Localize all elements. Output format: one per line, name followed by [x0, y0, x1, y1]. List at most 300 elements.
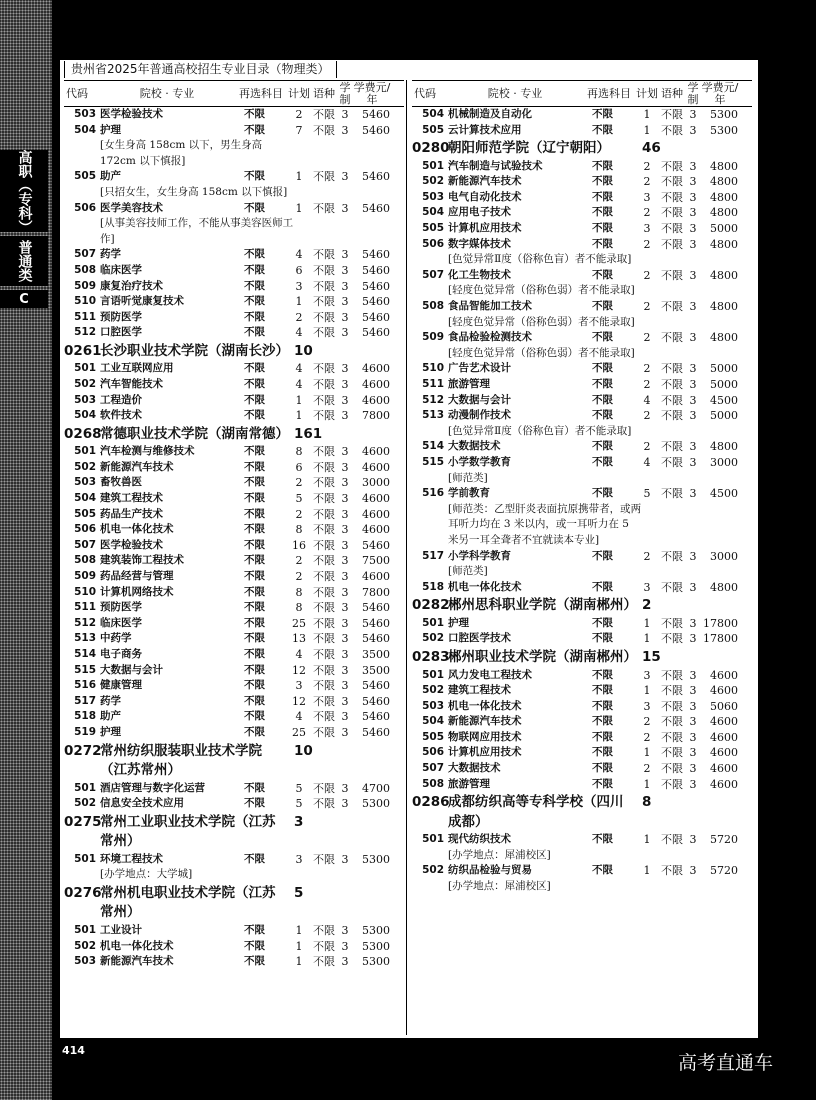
- subject-requirement: 不限: [244, 123, 265, 136]
- major-code: 504: [74, 409, 96, 422]
- major-row: [412, 330, 752, 346]
- language: 不限: [313, 492, 335, 506]
- subject-requirement: 不限: [244, 362, 265, 375]
- tuition-fee: 5460: [362, 123, 390, 137]
- major-name: 云计算技术应用: [448, 123, 522, 136]
- language: 不限: [313, 939, 335, 953]
- subject-requirement: 不限: [244, 378, 265, 390]
- language: 不限: [661, 175, 683, 189]
- plan-count: 2: [643, 159, 651, 173]
- major-row: [64, 377, 404, 393]
- study-years: 3: [689, 549, 697, 563]
- school-code: 0275: [64, 813, 102, 830]
- language: 不限: [313, 295, 335, 309]
- major-row: [412, 549, 752, 565]
- language: 不限: [313, 554, 335, 568]
- col-header-name: 院校 · 专业: [487, 86, 543, 100]
- language: 不限: [313, 710, 335, 724]
- study-years: 3: [689, 487, 697, 501]
- language: 不限: [661, 237, 683, 251]
- major-row: [64, 310, 404, 326]
- plan-count: 5: [643, 487, 651, 501]
- major-row: [64, 725, 404, 741]
- tuition-fee: 4600: [362, 445, 390, 459]
- tuition-fee: 4600: [710, 730, 738, 744]
- plan-count: 3: [295, 852, 303, 866]
- major-row: [412, 455, 752, 471]
- major-code: 510: [74, 295, 96, 308]
- subject-requirement: 不限: [244, 201, 265, 214]
- plan-count: 2: [295, 108, 303, 121]
- left-table-body: [64, 107, 404, 970]
- subject-requirement: 不限: [592, 108, 613, 120]
- major-code: 501: [74, 781, 96, 794]
- major-code: 511: [74, 310, 96, 323]
- subject-requirement: 不限: [244, 955, 265, 968]
- major-name: 小学数学教育: [448, 455, 511, 468]
- major-name: 大数据与会计: [100, 663, 163, 676]
- plan-count: 8: [295, 445, 303, 459]
- study-years: 3: [689, 455, 697, 469]
- subject-requirement: 不限: [592, 123, 613, 136]
- study-years: 3: [689, 616, 697, 630]
- tuition-fee: 3500: [362, 663, 390, 677]
- plan-count: 4: [643, 455, 651, 469]
- subject-requirement: 不限: [592, 864, 613, 877]
- study-years: 3: [689, 190, 697, 204]
- tuition-fee: 5720: [710, 833, 738, 847]
- tuition-fee: 4800: [710, 159, 738, 173]
- major-name: 旅游管理: [448, 777, 490, 790]
- study-years: 3: [341, 616, 349, 630]
- major-code: 508: [422, 777, 444, 790]
- plan-count: 25: [292, 616, 306, 630]
- major-row: [412, 205, 752, 221]
- major-row: [412, 580, 752, 596]
- plan-count: 1: [295, 409, 303, 423]
- major-code: 503: [422, 190, 444, 203]
- col-header-fee: 学费元/年: [701, 80, 739, 106]
- study-years: 3: [341, 601, 349, 615]
- plan-count: 1: [295, 955, 303, 969]
- school-heading: [64, 342, 404, 362]
- language: 不限: [313, 585, 335, 599]
- major-row: [412, 123, 752, 139]
- plan-count: 5: [295, 781, 303, 795]
- tuition-fee: 5720: [710, 864, 738, 878]
- school-name: 常州纺织服装职业技术学院（江苏常州）: [100, 742, 262, 779]
- plan-count: 4: [295, 648, 303, 661]
- study-years: 3: [689, 237, 697, 251]
- major-name: 医学检验技术: [100, 538, 163, 551]
- language: 不限: [313, 852, 335, 866]
- major-name: 纺织品检验与贸易: [448, 864, 532, 877]
- plan-count: 2: [643, 331, 651, 345]
- major-name: 酒店管理与数字化运营: [100, 781, 205, 794]
- tuition-fee: 5460: [362, 710, 390, 724]
- study-years: 3: [689, 833, 697, 847]
- language: 不限: [661, 864, 683, 878]
- col-header-plan: 计划: [288, 86, 310, 100]
- study-years: 3: [341, 570, 349, 584]
- language: 不限: [313, 378, 335, 391]
- plan-count: 1: [295, 170, 303, 184]
- major-name: 大数据技术: [448, 440, 501, 453]
- tuition-fee: 4600: [362, 492, 390, 506]
- plan-count: 8: [295, 601, 303, 615]
- major-note: [办学地点：犀浦校区]: [448, 880, 551, 893]
- school-name: 朝阳师范学院（辽宁朝阳）: [448, 140, 610, 157]
- tuition-fee: 4500: [710, 487, 738, 501]
- major-note: [色觉异常Ⅱ度（俗称色盲）者不能录取]: [448, 424, 632, 437]
- major-name: 临床医学: [100, 616, 142, 629]
- major-code: 507: [422, 762, 444, 775]
- plan-count: 12: [292, 663, 306, 677]
- study-years: 3: [689, 580, 697, 594]
- study-years: 3: [341, 694, 349, 708]
- study-years: 3: [689, 777, 697, 791]
- major-code: 510: [74, 585, 96, 598]
- plan-count: 13: [292, 632, 306, 646]
- language: 不限: [661, 730, 683, 744]
- major-code: 511: [74, 601, 96, 614]
- plan-count: 2: [643, 268, 651, 282]
- language: 不限: [313, 725, 335, 739]
- major-code: 517: [74, 694, 96, 707]
- major-code: 501: [74, 445, 96, 458]
- plan-count: 1: [295, 393, 303, 407]
- major-row: [64, 444, 404, 460]
- language: 不限: [661, 393, 683, 407]
- school-plan-total: 10: [294, 342, 313, 359]
- tuition-fee: 4800: [710, 237, 738, 251]
- major-note: [从事美容技师工作，不能从事美容医师工作]: [100, 217, 294, 245]
- subject-requirement: 不限: [592, 190, 613, 203]
- subject-requirement: 不限: [592, 487, 613, 500]
- subject-requirement: 不限: [592, 715, 613, 728]
- major-row: [64, 393, 404, 409]
- major-note: [轻度色觉异常（俗称色弱）者不能录取]: [448, 315, 635, 328]
- subject-requirement: 不限: [592, 549, 613, 562]
- major-row: [64, 475, 404, 491]
- major-note: [只招女生，女生身高 158cm 以下慎报]: [100, 185, 288, 198]
- school-code: 0283: [412, 649, 450, 665]
- language: 不限: [661, 777, 683, 791]
- language: 不限: [661, 549, 683, 563]
- major-row: [64, 616, 404, 632]
- major-row: [64, 169, 404, 185]
- plan-count: 2: [295, 310, 303, 324]
- major-note: [师范类：乙型肝炎表面抗原携带者，或两耳听力均在 3 米以内，或一耳听力在 5 米另一耳全聋者不宜就读本专业]: [448, 502, 642, 546]
- study-years: 3: [689, 393, 697, 407]
- subject-requirement: 不限: [244, 570, 265, 583]
- subject-requirement: 不限: [592, 268, 613, 281]
- tuition-fee: 4800: [710, 300, 738, 314]
- tuition-fee: 4600: [362, 570, 390, 584]
- subject-requirement: 不限: [244, 393, 265, 406]
- major-name: 医学美容技术: [100, 201, 163, 214]
- language: 不限: [313, 570, 335, 584]
- major-row: [412, 832, 752, 848]
- language: 不限: [661, 331, 683, 345]
- subject-requirement: 不限: [244, 460, 265, 473]
- study-years: 3: [341, 263, 349, 277]
- subject-requirement: 不限: [244, 616, 265, 629]
- language: 不限: [313, 648, 335, 661]
- major-code: 501: [422, 159, 444, 172]
- major-code: 509: [74, 279, 96, 292]
- plan-count: 2: [643, 409, 651, 423]
- subject-requirement: 不限: [244, 648, 265, 660]
- tuition-fee: 4800: [710, 206, 738, 220]
- language: 不限: [313, 123, 335, 137]
- tuition-fee: 4600: [710, 762, 738, 776]
- study-years: 3: [341, 279, 349, 293]
- tuition-fee: 5000: [710, 222, 738, 236]
- tuition-fee: 4500: [710, 393, 738, 407]
- major-code: 504: [74, 123, 96, 136]
- study-years: 3: [341, 445, 349, 459]
- language: 不限: [313, 955, 335, 969]
- major-name: 护理: [100, 725, 121, 738]
- study-years: 3: [341, 852, 349, 866]
- major-note: [色觉异常Ⅱ度（俗称色盲）者不能录取]: [448, 253, 632, 266]
- major-code: 516: [422, 487, 444, 500]
- study-years: 3: [341, 507, 349, 521]
- language: 不限: [313, 279, 335, 293]
- school-name: 常德职业技术学院（湖南常德）: [100, 425, 289, 442]
- major-name: 学前教育: [448, 487, 490, 500]
- major-code: 518: [422, 580, 444, 593]
- study-years: 3: [341, 955, 349, 969]
- subject-requirement: 不限: [592, 440, 613, 453]
- major-name: 汽车制造与试验技术: [448, 159, 543, 172]
- major-name: 护理: [100, 123, 121, 136]
- subject-requirement: 不限: [592, 222, 613, 235]
- major-name: 机械制造及自动化: [448, 108, 532, 120]
- tuition-fee: 5300: [362, 797, 390, 811]
- tuition-fee: 5460: [362, 170, 390, 184]
- plan-count: 4: [643, 393, 651, 407]
- major-note: [办学地点：大学城]: [100, 868, 193, 881]
- subject-requirement: 不限: [592, 777, 613, 790]
- language: 不限: [661, 833, 683, 847]
- major-row: [64, 491, 404, 507]
- subject-requirement: 不限: [244, 507, 265, 520]
- major-name: 小学科学教育: [448, 549, 511, 562]
- subject-requirement: 不限: [592, 762, 613, 775]
- major-name: 物联网应用技术: [448, 730, 522, 743]
- major-code: 508: [74, 554, 96, 567]
- subject-requirement: 不限: [592, 632, 613, 645]
- subject-requirement: 不限: [244, 248, 265, 261]
- language: 不限: [661, 455, 683, 469]
- major-name: 医学检验技术: [100, 108, 163, 120]
- major-name: 电气自动化技术: [448, 190, 522, 203]
- major-code: 505: [422, 123, 444, 136]
- subject-requirement: 不限: [592, 833, 613, 846]
- subject-requirement: 不限: [592, 159, 613, 172]
- major-row: [412, 486, 752, 502]
- major-row: [64, 631, 404, 647]
- major-name: 大数据与会计: [448, 393, 511, 406]
- plan-count: 1: [643, 864, 651, 878]
- study-years: 3: [689, 762, 697, 776]
- tuition-fee: 4600: [710, 668, 738, 682]
- major-name: 机电一体化技术: [448, 699, 522, 712]
- subject-requirement: 不限: [592, 237, 613, 250]
- tuition-fee: 5460: [362, 310, 390, 324]
- subject-requirement: 不限: [592, 362, 613, 375]
- subject-requirement: 不限: [592, 699, 613, 712]
- language: 不限: [661, 190, 683, 204]
- major-code: 509: [74, 570, 96, 583]
- subject-requirement: 不限: [592, 684, 613, 697]
- major-code: 505: [74, 170, 96, 183]
- major-code: 501: [422, 668, 444, 681]
- major-code: 503: [74, 393, 96, 406]
- major-name: 机电一体化技术: [448, 580, 522, 593]
- major-code: 501: [422, 616, 444, 629]
- language: 不限: [313, 523, 335, 537]
- study-years: 3: [341, 170, 349, 184]
- subject-requirement: 不限: [244, 538, 265, 551]
- tuition-fee: 5460: [362, 538, 390, 552]
- major-row: [64, 781, 404, 797]
- tuition-fee: 5300: [362, 939, 390, 953]
- subject-requirement: 不限: [592, 730, 613, 743]
- major-row: [412, 377, 752, 393]
- major-code: 512: [422, 393, 444, 406]
- subject-requirement: 不限: [592, 455, 613, 468]
- major-code: 516: [74, 679, 96, 692]
- plan-count: 2: [295, 554, 303, 568]
- language: 不限: [313, 663, 335, 677]
- tuition-fee: 5460: [362, 679, 390, 693]
- major-code: 506: [74, 201, 96, 214]
- language: 不限: [313, 632, 335, 646]
- plan-count: 8: [295, 523, 303, 537]
- major-row: [412, 714, 752, 730]
- major-row: [412, 699, 752, 715]
- study-years: 3: [689, 668, 697, 682]
- subject-requirement: 不限: [244, 710, 265, 723]
- major-code: 511: [422, 378, 444, 390]
- study-years: 3: [341, 108, 349, 121]
- major-code: 507: [74, 248, 96, 261]
- subject-requirement: 不限: [244, 554, 265, 567]
- subject-requirement: 不限: [592, 300, 613, 313]
- plan-count: 3: [295, 279, 303, 293]
- major-code: 509: [422, 331, 444, 344]
- major-row: [412, 361, 752, 377]
- plan-count: 4: [295, 248, 303, 262]
- major-row: [64, 294, 404, 310]
- school-name: 成都纺织高等专科学校（四川成都）: [448, 794, 624, 830]
- tuition-fee: 4600: [362, 507, 390, 521]
- plan-count: 1: [643, 684, 651, 698]
- col-header-lang: 语种: [313, 86, 335, 100]
- major-name: 计算机应用技术: [448, 222, 522, 235]
- plan-count: 3: [295, 679, 303, 693]
- language: 不限: [313, 170, 335, 184]
- language: 不限: [661, 108, 683, 121]
- major-row: [64, 522, 404, 538]
- language: 不限: [661, 206, 683, 220]
- tuition-fee: 5300: [362, 923, 390, 937]
- major-row: [64, 600, 404, 616]
- plan-count: 2: [643, 549, 651, 563]
- tuition-fee: 5300: [710, 123, 738, 137]
- tuition-fee: 5460: [362, 632, 390, 646]
- col-header-plan: 计划: [636, 86, 658, 100]
- study-years: 3: [341, 781, 349, 795]
- language: 不限: [313, 445, 335, 459]
- plan-count: 25: [292, 725, 306, 739]
- tuition-fee: 3500: [362, 648, 390, 661]
- major-row: [64, 279, 404, 295]
- study-years: 3: [689, 730, 697, 744]
- side-tab-category: C: [0, 290, 48, 308]
- major-name: 预防医学: [100, 310, 142, 323]
- major-name: 药品生产技术: [100, 507, 163, 520]
- column-divider: [406, 80, 407, 1035]
- plan-count: 2: [295, 570, 303, 584]
- study-years: 3: [341, 710, 349, 724]
- tuition-fee: 5460: [362, 108, 390, 121]
- subject-requirement: 不限: [244, 923, 265, 936]
- school-plan-total: 46: [642, 140, 661, 157]
- plan-count: 1: [643, 632, 651, 646]
- tuition-fee: 5000: [710, 378, 738, 391]
- major-name: 计算机网络技术: [100, 585, 174, 598]
- major-code: 501: [74, 923, 96, 936]
- plan-count: 1: [643, 833, 651, 847]
- study-years: 3: [689, 864, 697, 878]
- major-row: [64, 852, 404, 868]
- school-code: 0276: [64, 884, 102, 901]
- major-name: 中药学: [100, 632, 132, 645]
- col-header-lang: 语种: [661, 86, 683, 100]
- language: 不限: [661, 159, 683, 173]
- subject-requirement: 不限: [244, 108, 265, 120]
- major-row: [64, 263, 404, 279]
- tuition-fee: 4800: [710, 190, 738, 204]
- language: 不限: [313, 679, 335, 693]
- tuition-fee: 5460: [362, 601, 390, 615]
- plan-count: 4: [295, 378, 303, 391]
- major-name: 临床医学: [100, 263, 142, 276]
- major-row: [412, 237, 752, 253]
- study-years: 3: [341, 492, 349, 506]
- subject-requirement: 不限: [244, 585, 265, 598]
- major-name: 信息安全技术应用: [100, 797, 184, 810]
- subject-requirement: 不限: [244, 663, 265, 676]
- major-name: 大数据技术: [448, 762, 501, 775]
- right-table-body: [412, 107, 752, 895]
- study-years: 3: [341, 923, 349, 937]
- major-row: [64, 325, 404, 341]
- language: 不限: [661, 715, 683, 729]
- study-years: 3: [341, 248, 349, 262]
- study-years: 3: [341, 326, 349, 340]
- subject-requirement: 不限: [244, 852, 265, 865]
- subject-requirement: 不限: [244, 279, 265, 292]
- language: 不限: [313, 201, 335, 215]
- study-years: 3: [689, 378, 697, 391]
- tuition-fee: 4600: [362, 362, 390, 376]
- tuition-fee: 17800: [703, 632, 738, 646]
